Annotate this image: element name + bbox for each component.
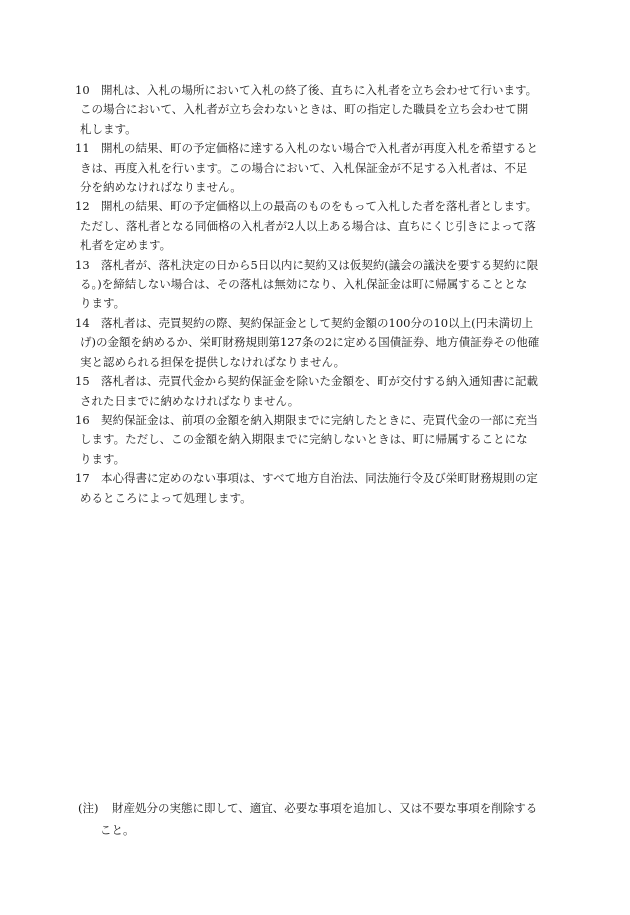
term-text: 開札は、入札の場所において入札の終了後、直ちに入札者を立ち会わせて行います。 [101,83,538,97]
term-item [70,314,560,372]
term-line [70,217,560,236]
term-text: 札者を定めます。 [80,238,172,253]
term-line [70,430,560,449]
term-line [70,197,560,216]
footnote-label: (注) [78,801,99,815]
term-line [70,392,560,411]
term-text: 本心得書に定めのない事項は、すべて地方自治法、同法施行令及び栄町財務規則の定 [101,471,538,486]
term-line [70,256,560,275]
term-number: 10 [75,83,90,97]
term-line [70,120,560,139]
term-line [70,81,560,100]
term-text: 落札者は、売買代金から契約保証金を除いた金額を、町が交付する納入通知書に記載 [101,374,538,389]
term-text: ただし、落札者となる同価格の入札者が2人以上ある場合は、直ちにくじ引きによって落 [80,218,536,233]
term-number: 14 [75,315,90,330]
term-number: 15 [75,374,90,389]
term-line [70,372,560,391]
term-line [70,450,560,469]
footnote [78,797,568,841]
term-text: された日までに納めなければなりません。 [80,393,300,408]
term-text: めるところによって処理します。 [80,490,252,505]
term-item [70,139,560,197]
term-text: 札します。 [80,121,137,136]
term-line [70,275,560,294]
term-text: きは、再度入札を行います。この場合において、入札保証金が不足する入札者は、不足 [80,160,528,175]
term-line [70,489,560,508]
term-text: この場合において、入札者が立ち会わないときは、町の指定した職員を立ち会わせて開 [80,102,529,117]
term-line [70,236,560,255]
term-line [70,469,560,488]
term-text: げ)の金額を納めるか、栄町財務規則第127条の2に定める国債証券、地方債証券その他確 [80,335,540,350]
term-item [70,372,560,411]
term-line [70,333,560,352]
term-text: る。)を締結しない場合は、その落札は無効になり、入札保証金は町に帰属することとな [80,277,528,292]
footnote-line [78,797,568,819]
term-line [70,159,560,178]
term-text: 契約保証金は、前項の金額を納入期限までに完納したときに、売買代金の一部に充当 [101,412,538,427]
term-number: 17 [75,471,90,486]
term-number: 11 [75,141,90,156]
term-text: 落札者は、売買契約の際、契約保証金として契約金額の100分の10以上(円未満切上 [101,315,534,330]
term-line [70,294,560,313]
term-line [70,353,560,372]
term-line [70,139,560,158]
term-item [70,469,560,508]
term-text: ります。 [80,296,126,311]
term-line [70,411,560,430]
term-number: 16 [75,412,90,427]
footnote-text: 財産処分の実態に即して、適宜、必要な事項を追加し、又は不要な事項を削除する [112,801,538,815]
term-line [70,100,560,119]
term-item [70,81,560,139]
term-number: 12 [75,199,90,214]
term-number: 13 [75,257,90,272]
footnote-line: こと。 [100,823,135,837]
term-text: 分を納めなければなりません。 [80,180,242,195]
term-line [70,178,560,197]
term-item [70,411,560,469]
term-text: 開札の結果、町の予定価格以上の最高のものをもって入札した者を落札者とします。 [101,199,538,214]
term-text: 開札の結果、町の予定価格に達する入札のない場合で入札者が再度入札を希望すると [101,141,538,156]
term-text: ります。 [80,451,126,466]
term-text: します。ただし、この金額を納入期限までに完納しないときは、町に帰属することにな [80,432,528,447]
term-line [70,314,560,333]
term-text: 落札者が、落札決定の日から5日以内に契約又は仮契約(議会の議決を要する契約に限 [101,257,539,272]
term-item [70,197,560,255]
term-item [70,256,560,314]
terms-list [70,81,560,508]
term-text: 実と認められる担保を提供しなければなりません。 [80,354,346,369]
